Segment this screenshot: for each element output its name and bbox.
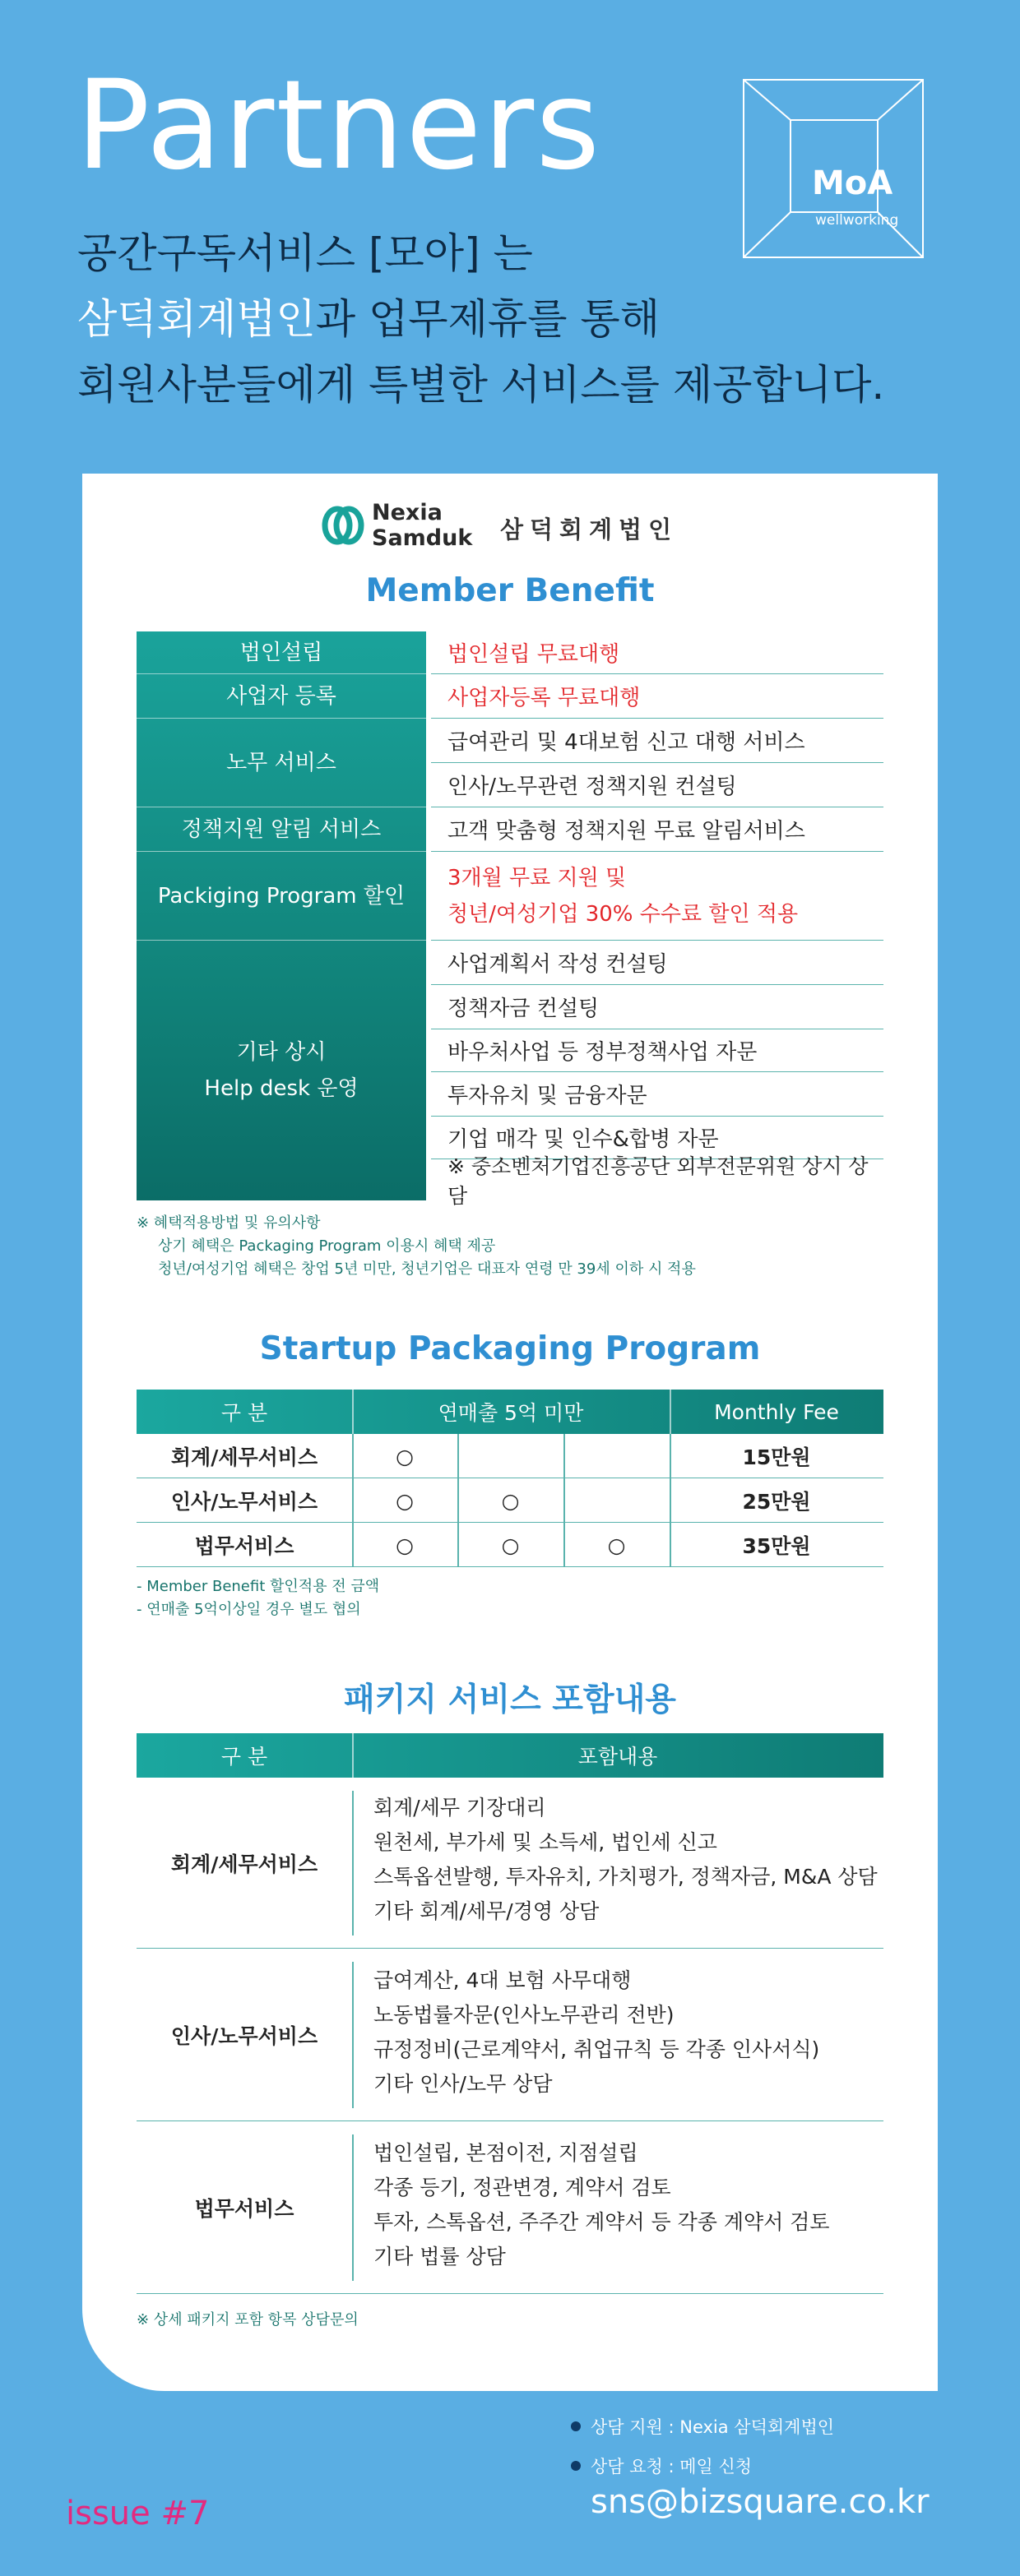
check-mark: ○	[607, 1533, 626, 1557]
benefit-category: Packiging Program 할인	[137, 852, 426, 941]
table-row: 법무서비스 법인설립, 본점이전, 지점설립 각종 등기, 정관변경, 계약서 검토 투자, 스톡옵션, 주주간 계약서 등 각종 계약서 검토 기타 법률 상담	[137, 2121, 883, 2294]
benefit-row: 투자유치 및 금융자문	[431, 1072, 883, 1117]
content-card	[82, 474, 938, 2391]
contact-request: 상담 요청 : 메일 신청	[571, 2453, 752, 2478]
page-title: Partners	[76, 54, 602, 197]
header-category: 구 분	[220, 1745, 268, 1769]
bullet-icon	[571, 2461, 581, 2471]
package-table-header	[137, 1733, 883, 1778]
member-benefit-table	[137, 631, 883, 1208]
nexia-logo-icon	[321, 503, 365, 548]
table-row: 인사/노무서비스 급여계산, 4대 보험 사무대행 노동법률자문(인사노무관리 전반) 규정정비(근로계약서, 취업규칙 등 각종 인사서식) 기타 인사/노무 상담	[137, 1949, 883, 2121]
moa-logo-subtext: wellworking	[815, 212, 899, 229]
benefit-category: 사업자 등록	[137, 674, 426, 719]
intro-line-1: 공간구독서비스 [모아] 는	[77, 229, 533, 277]
benefit-row: 법인설립 무료대행	[431, 631, 883, 674]
bullet-icon	[571, 2421, 581, 2431]
brand-name: Nexia Samduk	[372, 500, 473, 551]
benefit-row: 바우처사업 등 정부정책사업 자문	[431, 1029, 883, 1072]
benefit-category: 정책지원 알림 서비스	[137, 807, 426, 852]
benefit-row: 기업 매각 및 인수&합병 자문	[431, 1117, 883, 1159]
package-items: 급여계산, 4대 보험 사무대행 노동법률자문(인사노무관리 전반) 규정정비(근로계약서, 취업규칙 등 각종 인사서식) 기타 인사/노무 상담	[373, 1968, 820, 2096]
benefit-category-column	[137, 631, 426, 1200]
header-revenue: 연매출 5억 미만	[438, 1401, 584, 1425]
header-category: 구 분	[220, 1401, 268, 1425]
benefit-row: 정책자금 컨설팅	[431, 985, 883, 1029]
nexia-samduk-brand	[321, 498, 699, 556]
contact-email-link[interactable]: sns@bizsquare.co.kr	[591, 2483, 930, 2521]
package-items: 회계/세무 기장대리 원천세, 부가세 및 소득세, 법인세 신고 스톡옵션발행, 투자유치, 가치평가, 정책자금, M&A 상담 기타 회계/세무/경영 상담	[373, 1796, 878, 1923]
table-row: 법무서비스 ○ ○ ○ 35만원	[137, 1523, 883, 1567]
brand-korean-name: 삼덕회계법인	[500, 516, 679, 543]
intro-line-2	[77, 286, 884, 352]
intro-line-3: 회원사분들에게 특별한 서비스를 제공합니다.	[77, 361, 885, 409]
benefit-category: 법인설립	[137, 631, 426, 674]
benefit-row: ※ 중소벤처기업진흥공단 외부전문위원 상시 상담	[447, 1154, 869, 1208]
member-benefit-title: Member Benefit	[365, 572, 655, 609]
header-content: 포함내용	[577, 1745, 658, 1769]
benefit-row-discount: 3개월 무료 지원 및 청년/여성기업 30% 수수료 할인 적용	[431, 852, 883, 941]
benefit-category-helpdesk: 기타 상시 Help desk 운영	[204, 1040, 359, 1101]
benefit-row: 고객 맞춤형 정책지원 무료 알림서비스	[431, 807, 883, 852]
partner-name-highlight: 삼덕회계법인	[77, 295, 316, 343]
benefit-row: 인사/노무관련 정책지원 컨설팅	[431, 763, 883, 807]
package-items: 법인설립, 본점이전, 지점설립 각종 등기, 정관변경, 계약서 검토 투자, 스톡옵션, 주주간 계약서 등 각종 계약서 검토 기타 법률 상담	[373, 2141, 830, 2268]
check-mark: ○	[396, 1488, 414, 1513]
contact-support: 상담 지원 : Nexia 삼덕회계법인	[571, 2414, 834, 2439]
benefit-row: 사업계획서 작성 컨설팅	[431, 941, 883, 985]
header-fee: Monthly Fee	[714, 1399, 839, 1424]
issue-number: issue #7	[66, 2495, 210, 2532]
intro-line-2-rest: 과 업무제휴를 통해	[315, 295, 660, 343]
package-note: ※ 상세 패키지 포함 항목 상담문의	[137, 2311, 359, 2329]
package-contents-title: 패키지 서비스 포함내용	[344, 1681, 676, 1718]
benefit-row: 급여관리 및 4대보험 신고 대행 서비스	[431, 719, 883, 763]
benefit-notes: ※ 혜택적용방법 및 유의사항 상기 혜택은 Packaging Program 이용시 혜택 제공 청년/여성기업 혜택은 창업 5년 미만, 청년기업은 대표자 연령 만 39세 이하 시 적용	[137, 1214, 696, 1278]
benefit-row: 사업자등록 무료대행	[431, 674, 883, 719]
table-row: 인사/노무서비스 ○ ○ 25만원	[137, 1478, 883, 1523]
startup-table-header	[137, 1390, 883, 1434]
check-mark: ○	[396, 1533, 414, 1557]
startup-program-title: Startup Packaging Program	[259, 1330, 761, 1367]
benefit-category: 노무 서비스	[137, 719, 426, 807]
check-mark: ○	[501, 1488, 520, 1513]
moa-logo	[743, 79, 924, 258]
startup-notes: - Member Benefit 할인적용 전 금액 - 연매출 5억이상일 경우 별도 협의	[137, 1578, 380, 1618]
check-mark: ○	[396, 1444, 414, 1468]
check-mark: ○	[501, 1533, 520, 1557]
table-row: 회계/세무서비스 회계/세무 기장대리 원천세, 부가세 및 소득세, 법인세 신고 스톡옵션발행, 투자유치, 가치평가, 정책자금, M&A 상담 기타 회계/세무/경영 상담	[137, 1778, 883, 1949]
moa-logo-text: MoA	[812, 164, 893, 202]
table-row: 회계/세무서비스 ○ 15만원	[137, 1434, 883, 1478]
